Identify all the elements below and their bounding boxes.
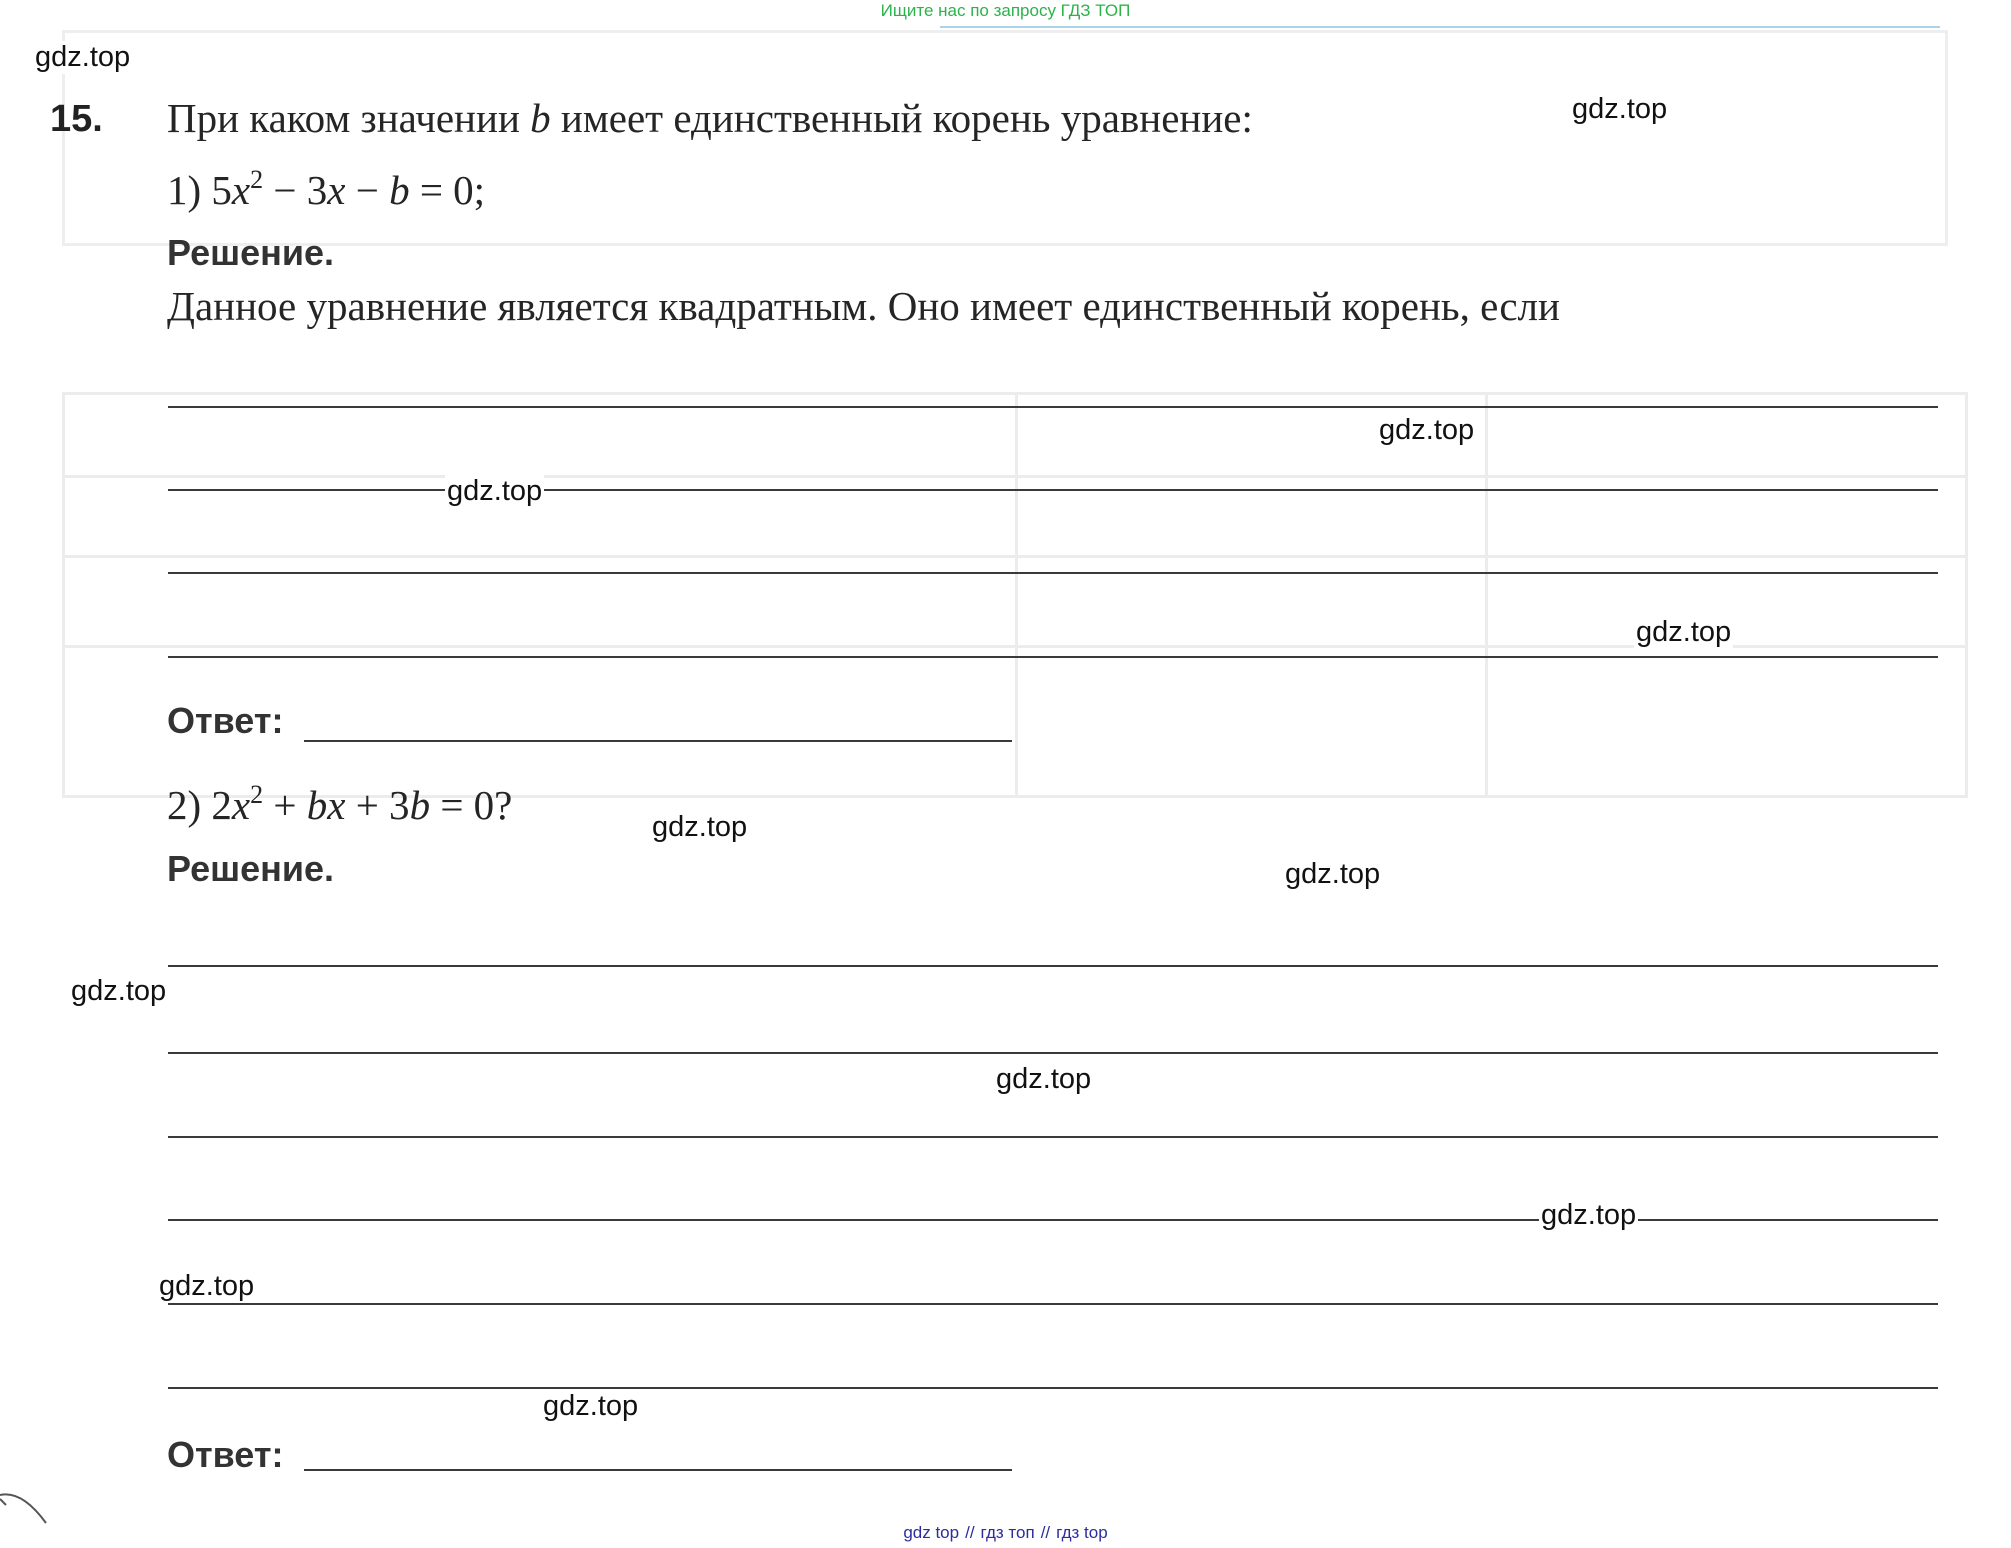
watermark: gdz.top [543, 1390, 639, 1422]
header-search-link[interactable]: Ищите нас по запросу ГДЗ ТОП [880, 1, 1131, 20]
writing-line [168, 406, 1938, 408]
footer-link[interactable]: gdz top [903, 1523, 960, 1542]
ghost-table [62, 392, 1968, 798]
writing-line [168, 656, 1938, 658]
writing-line [168, 489, 1938, 491]
task-question: При каком значении b имеет единственный корень уравнение: [167, 95, 1253, 141]
writing-line [168, 1387, 1938, 1389]
footer-links [0, 1523, 2011, 1543]
answer-label-2: Ответ: [167, 1434, 284, 1475]
page-corner-icon [0, 1485, 50, 1525]
footer-link[interactable]: гдз top [1056, 1523, 1108, 1542]
watermark: gdz.top [35, 41, 131, 73]
writing-line [168, 965, 1938, 967]
footer-separator: // [965, 1523, 975, 1542]
writing-line [168, 1219, 1938, 1221]
task-number: 15. [50, 98, 103, 140]
watermark: gdz.top [1285, 858, 1381, 890]
writing-line [168, 1052, 1938, 1054]
answer-line-1 [304, 740, 1012, 742]
answer-label-1: Ответ: [167, 700, 284, 741]
watermark: gdz.top [1379, 414, 1475, 446]
answer-line-2 [304, 1469, 1012, 1471]
watermark: gdz.top [1636, 616, 1732, 648]
header-divider [940, 26, 1940, 28]
equation-2: 2) $2x^2$ + bx + 3b = 0? [167, 780, 513, 828]
writing-line [168, 1303, 1938, 1305]
writing-line [168, 572, 1938, 574]
writing-line [168, 1136, 1938, 1138]
watermark: gdz.top [447, 475, 543, 507]
watermark: gdz.top [1572, 93, 1668, 125]
footer-link[interactable]: гдз топ [980, 1523, 1035, 1542]
watermark: gdz.top [159, 1270, 255, 1302]
watermark: gdz.top [996, 1063, 1092, 1095]
watermark: gdz.top [1541, 1199, 1637, 1231]
footer-separator: // [1040, 1523, 1051, 1542]
equation-1: 1) $5x^2 - 3x - b = 0$; [167, 165, 486, 213]
solution-label-2: Решение. [167, 848, 335, 889]
solution-label-1: Решение. [167, 232, 335, 273]
solution-text: Данное уравнение является квадратным. Оно имеет единственный корень, если [167, 283, 1560, 329]
watermark: gdz.top [652, 811, 748, 843]
watermark: gdz.top [71, 975, 167, 1007]
